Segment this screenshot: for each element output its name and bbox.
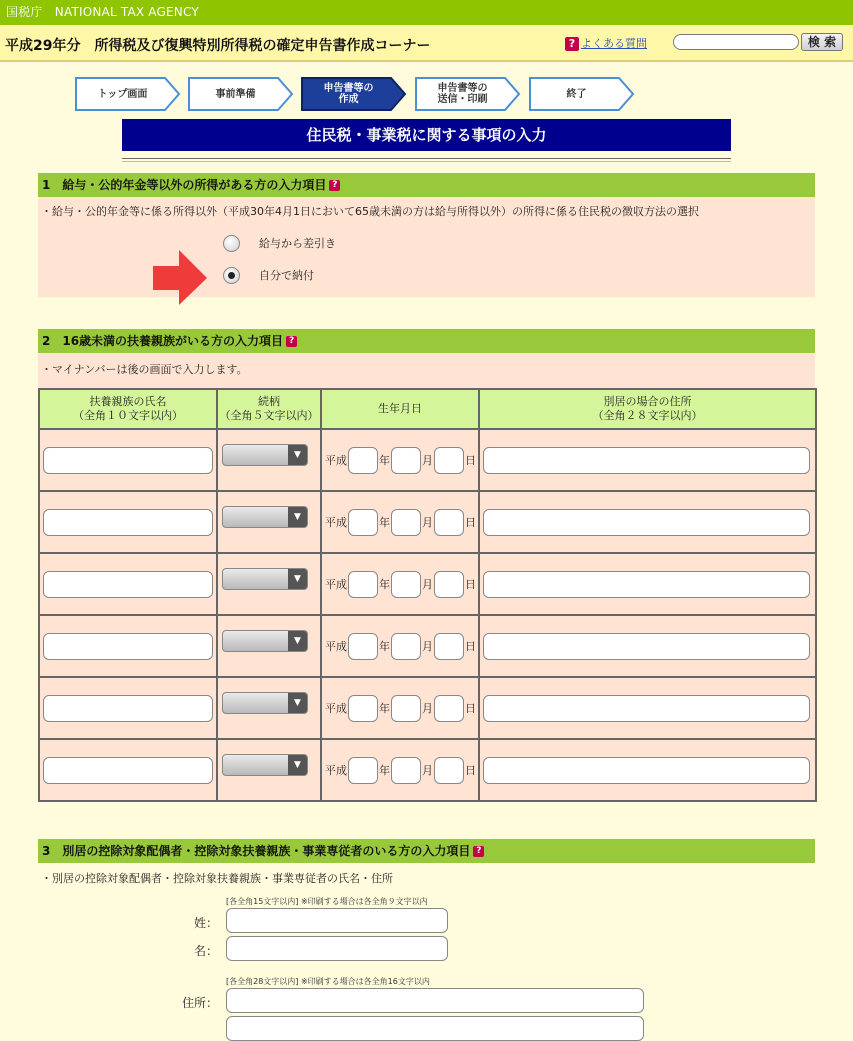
address-cell <box>479 429 816 491</box>
dependent-name-input[interactable] <box>43 509 213 536</box>
step-submit[interactable] <box>415 77 520 111</box>
birth-day-input[interactable] <box>434 757 464 784</box>
agency-name: 国税庁 NATIONAL TAX AGENCY <box>6 5 199 19</box>
birth-year-input[interactable] <box>348 695 378 722</box>
birth-day-input[interactable] <box>434 633 464 660</box>
birth-day-input[interactable] <box>434 447 464 474</box>
month-unit: 月 <box>422 640 433 653</box>
section2-note: ・マイナンバーは後の画面で入力します。 <box>41 363 248 376</box>
separate-address-input[interactable] <box>483 757 810 784</box>
section1-header <box>38 173 815 197</box>
section2-header <box>38 329 815 353</box>
radio-label: 給与から差引き <box>259 237 336 250</box>
step-finish[interactable] <box>529 77 634 111</box>
chevron-down-icon: ▼ <box>288 755 307 775</box>
birth-month-input[interactable] <box>391 571 421 598</box>
chevron-down-icon: ▼ <box>288 445 307 465</box>
era-label: 平成 <box>325 516 347 529</box>
help-icon[interactable]: ? <box>286 336 297 347</box>
month-unit: 月 <box>422 516 433 529</box>
era-label: 平成 <box>325 454 347 467</box>
era-label: 平成 <box>325 578 347 591</box>
birth-day-input[interactable] <box>434 509 464 536</box>
dependent-name-input[interactable] <box>43 695 213 722</box>
year-unit: 年 <box>379 640 390 653</box>
birth-month-input[interactable] <box>391 757 421 784</box>
relationship-cell <box>217 491 321 553</box>
year-unit: 年 <box>379 702 390 715</box>
chevron-down-icon: ▼ <box>288 693 307 713</box>
birthdate-cell <box>321 677 479 739</box>
relationship-cell <box>217 677 321 739</box>
radio-button-checked[interactable] <box>223 267 240 284</box>
col-birthdate: 生年月日 <box>321 389 479 429</box>
progress-steps <box>75 77 645 111</box>
birth-month-input[interactable] <box>391 695 421 722</box>
chevron-down-icon: ▼ <box>288 631 307 651</box>
dependent-name-input[interactable] <box>43 633 213 660</box>
chevron-down-icon: ▼ <box>288 569 307 589</box>
step-label: 終了 <box>566 88 587 100</box>
step-label: トップ画面 <box>97 88 148 100</box>
radio-salary-deduction[interactable] <box>223 234 336 252</box>
address-cell <box>479 677 816 739</box>
address-input-2[interactable] <box>226 1016 644 1041</box>
help-icon[interactable]: ? <box>329 180 340 191</box>
year-unit: 年 <box>379 764 390 777</box>
col-relationship: 続柄 （全角５文字以内） <box>217 389 321 429</box>
table-row <box>39 429 816 491</box>
page-banner: 住民税・事業税に関する事項の入力 <box>122 119 731 151</box>
relationship-select[interactable] <box>222 754 308 776</box>
address-cell <box>479 553 816 615</box>
birth-day-input[interactable] <box>434 571 464 598</box>
address-cell <box>479 491 816 553</box>
step-top[interactable] <box>75 77 180 111</box>
table-row <box>39 677 816 739</box>
step-create[interactable] <box>301 77 406 111</box>
relationship-cell <box>217 553 321 615</box>
birth-year-input[interactable] <box>348 509 378 536</box>
month-unit: 月 <box>422 454 433 467</box>
search-button[interactable]: 検 索 <box>801 33 843 51</box>
month-unit: 月 <box>422 578 433 591</box>
address-cell <box>479 739 816 801</box>
table-header-row <box>39 389 816 429</box>
table-row <box>39 491 816 553</box>
separate-address-input[interactable] <box>483 509 810 536</box>
address-label: 住所： <box>181 996 218 1010</box>
table-row <box>39 739 816 801</box>
surname-input[interactable] <box>226 908 448 933</box>
step-preparation[interactable] <box>188 77 293 111</box>
separate-address-input[interactable] <box>483 571 810 598</box>
day-unit: 日 <box>465 516 476 529</box>
relationship-select[interactable] <box>222 506 308 528</box>
year-unit: 年 <box>379 516 390 529</box>
name-cell <box>39 677 217 739</box>
day-unit: 日 <box>465 454 476 467</box>
birth-year-input[interactable] <box>348 571 378 598</box>
relationship-select[interactable] <box>222 568 308 590</box>
separate-address-input[interactable] <box>483 633 810 660</box>
name-cell <box>39 615 217 677</box>
section3-title: 3 別居の控除対象配偶者・控除対象扶養親族・事業専従者のいる方の入力項目 <box>42 844 471 858</box>
birth-year-input[interactable] <box>348 757 378 784</box>
relationship-cell <box>217 429 321 491</box>
help-icon: ? <box>565 37 579 51</box>
address-hint: [各全角28文字以内] ※印刷する場合は各全角16文字以内 <box>226 977 430 986</box>
month-unit: 月 <box>422 764 433 777</box>
birth-year-input[interactable] <box>348 447 378 474</box>
step-label: 申告書等の 送信・印刷 <box>437 83 488 105</box>
red-arrow-icon <box>153 250 209 306</box>
col-name: 扶養親族の氏名 （全角１０文字以内） <box>39 389 217 429</box>
radio-label: 自分で納付 <box>259 269 314 282</box>
dependents-table <box>38 388 817 802</box>
birthdate-cell <box>321 553 479 615</box>
birth-year-input[interactable] <box>348 633 378 660</box>
birthdate-cell <box>321 615 479 677</box>
address-input[interactable] <box>226 988 644 1013</box>
birthdate-cell <box>321 491 479 553</box>
relationship-select[interactable] <box>222 692 308 714</box>
day-unit: 日 <box>465 640 476 653</box>
relationship-select[interactable] <box>222 444 308 466</box>
divider <box>122 158 731 162</box>
name-cell <box>39 739 217 801</box>
era-label: 平成 <box>325 702 347 715</box>
search-input[interactable] <box>673 34 799 50</box>
day-unit: 日 <box>465 764 476 777</box>
table-row <box>39 615 816 677</box>
relationship-select[interactable] <box>222 630 308 652</box>
section1-note: ・給与・公的年金等に係る所得以外（平成30年4月1日において65歳未満の方は給与所得以外）の所得に係る住民税の徴収方法の選択 <box>41 205 699 218</box>
birth-month-input[interactable] <box>391 633 421 660</box>
address-cell <box>479 615 816 677</box>
relationship-cell <box>217 615 321 677</box>
dependent-name-input[interactable] <box>43 757 213 784</box>
faq-label: よくある質問 <box>581 37 647 50</box>
dependent-name-input[interactable] <box>43 571 213 598</box>
section3-note: ・別居の控除対象配偶者・控除対象扶養親族・事業専従者の氏名・住所 <box>41 872 393 885</box>
surname-label: 姓： <box>193 916 218 930</box>
separate-address-input[interactable] <box>483 447 810 474</box>
radio-self-payment[interactable] <box>223 266 314 284</box>
name-cell <box>39 491 217 553</box>
help-icon[interactable]: ? <box>473 846 484 857</box>
radio-button[interactable] <box>223 235 240 252</box>
table-row <box>39 553 816 615</box>
birthdate-cell <box>321 739 479 801</box>
section3-header <box>38 839 815 863</box>
name-hint: [各全角15文字以内] ※印刷する場合は各全角９文字以内 <box>226 897 428 906</box>
chevron-down-icon: ▼ <box>288 507 307 527</box>
given-name-input[interactable] <box>226 936 448 961</box>
birthdate-cell <box>321 429 479 491</box>
title-bar <box>0 25 853 62</box>
step-label: 申告書等の 作成 <box>323 83 374 105</box>
section1-title: 1 給与・公的年金等以外の所得がある方の入力項目 <box>42 178 327 192</box>
birth-month-input[interactable] <box>391 447 421 474</box>
col-address: 別居の場合の住所 （全角２８文字以内） <box>479 389 816 429</box>
day-unit: 日 <box>465 578 476 591</box>
given-name-label: 名： <box>193 944 218 958</box>
name-cell <box>39 429 217 491</box>
day-unit: 日 <box>465 702 476 715</box>
era-label: 平成 <box>325 640 347 653</box>
era-label: 平成 <box>325 764 347 777</box>
faq-link[interactable] <box>565 35 647 51</box>
birth-month-input[interactable] <box>391 509 421 536</box>
month-unit: 月 <box>422 702 433 715</box>
separate-address-input[interactable] <box>483 695 810 722</box>
page-title: 平成29年分 所得税及び復興特別所得税の確定申告書作成コーナー <box>5 38 431 54</box>
birth-day-input[interactable] <box>434 695 464 722</box>
step-label: 事前準備 <box>215 88 256 100</box>
relationship-cell <box>217 739 321 801</box>
dependent-name-input[interactable] <box>43 447 213 474</box>
agency-bar <box>0 0 853 25</box>
year-unit: 年 <box>379 578 390 591</box>
section2-title: 2 16歳未満の扶養親族がいる方の入力項目 <box>42 334 284 348</box>
name-cell <box>39 553 217 615</box>
year-unit: 年 <box>379 454 390 467</box>
